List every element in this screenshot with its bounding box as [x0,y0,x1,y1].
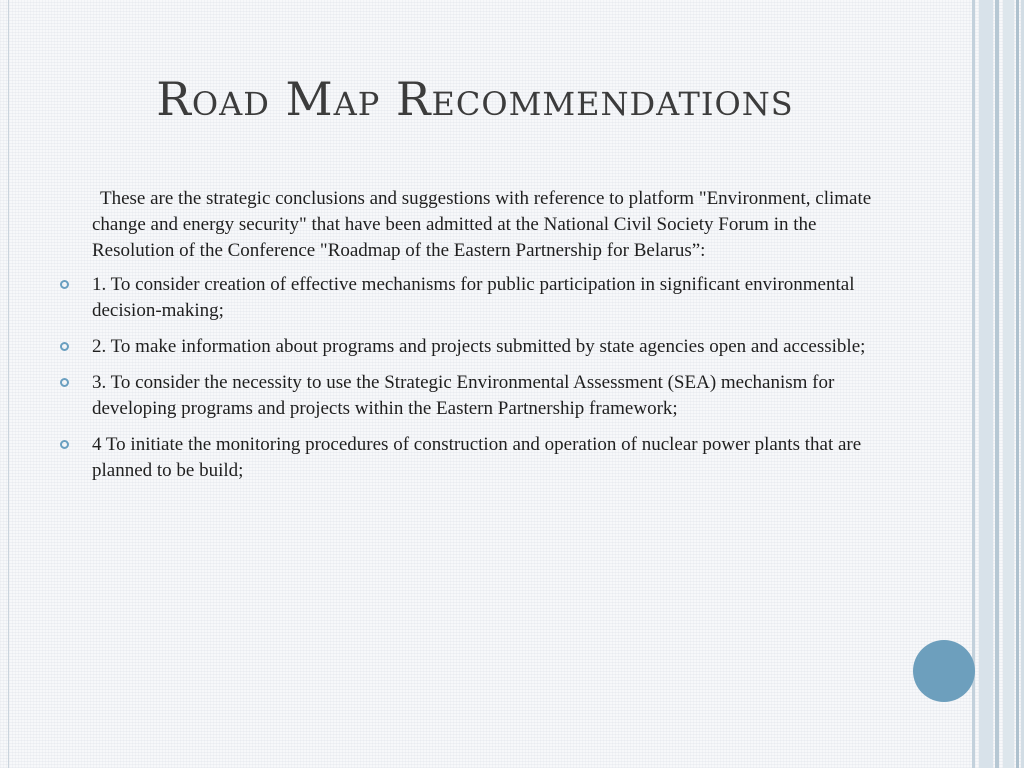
stripe [972,0,975,768]
recommendation-text: 1. To consider creation of effective mechanisms for public participation in significant environmental decision-making; [92,274,855,321]
slide-body [60,186,880,494]
recommendation-text: 3. To consider the necessity to use the Strategic Environmental Assessment (SEA) mechanism for developing programs and projects within the Eastern Partnership framework; [92,372,835,419]
recommendation-text: 4 To initiate the monitoring procedures of construction and operation of nuclear power plants that are planned to be build; [92,434,862,481]
stripe [1003,0,1014,768]
stripe [979,0,993,768]
hollow-circle-bullet-icon [60,280,69,289]
hollow-circle-bullet-icon [60,378,69,387]
slide-title: Road Map Recommendations [156,72,794,126]
filled-circle-icon [913,640,975,702]
recommendation-item [60,334,880,360]
recommendation-item [60,370,880,422]
stripe [1016,0,1019,768]
recommendation-text: 2. To make information about programs and projects submitted by state agencies open and accessible; [92,336,866,357]
recommendation-item [60,432,880,484]
decorative-stripes [972,0,1024,768]
stripe [995,0,999,768]
recommendation-item [60,272,880,324]
hollow-circle-bullet-icon [60,440,69,449]
hollow-circle-bullet-icon [60,342,69,351]
intro-paragraph: These are the strategic conclusions and suggestions with reference to platform "Environment, climate change and energy security" that have been admitted at the National Civil Society Forum in the Resolution of the Conference "Roadmap of the Eastern Partnership for Belarus”: [92,188,872,261]
